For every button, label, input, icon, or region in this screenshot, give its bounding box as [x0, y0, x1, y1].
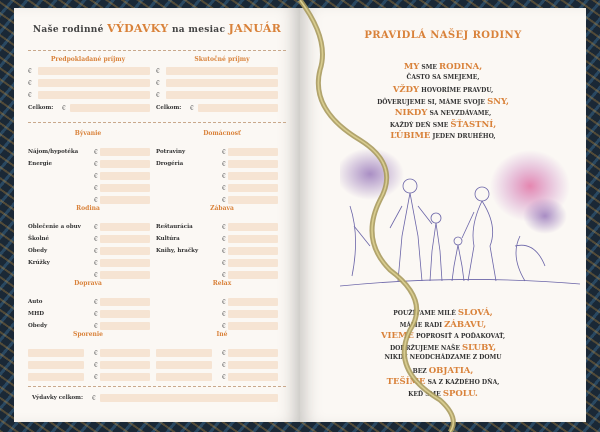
- other-field[interactable]: [228, 361, 278, 369]
- income-field[interactable]: [38, 91, 150, 99]
- watercolor-splash: [523, 198, 567, 234]
- expense-field[interactable]: [100, 259, 150, 267]
- divider: [28, 122, 286, 123]
- expense-field[interactable]: [228, 235, 278, 243]
- rules-title: PRAVIDLÁ NAŠEJ RODINY: [364, 30, 522, 41]
- expense-label: Obedy: [28, 323, 48, 329]
- other-field[interactable]: [228, 373, 278, 381]
- rule-highlight: MY: [403, 62, 420, 72]
- currency-symbol: €: [222, 299, 226, 306]
- currency-symbol: €: [94, 236, 98, 243]
- currency-symbol: €: [94, 323, 98, 330]
- rule-highlight: ŠŤASTNÍ,: [450, 119, 497, 130]
- rule-highlight: ZÁBAVU,: [444, 319, 487, 330]
- currency-symbol: €: [222, 173, 226, 180]
- expense-label: Krúžky: [28, 260, 50, 266]
- rule-text: SA NEVZDÁVAME,: [427, 110, 492, 117]
- expense-field[interactable]: [228, 196, 278, 204]
- currency-symbol: €: [62, 105, 66, 112]
- savings-field[interactable]: [100, 361, 150, 369]
- expense-label: Školné: [28, 236, 50, 242]
- currency-symbol: €: [222, 248, 226, 255]
- income-field[interactable]: [166, 79, 278, 87]
- expense-field[interactable]: [100, 310, 150, 318]
- expense-label: Oblečenie a obuv: [28, 224, 81, 230]
- currency-symbol: €: [222, 260, 226, 267]
- rule-highlight: OBJATIA,: [428, 365, 474, 376]
- other-name-field[interactable]: [156, 373, 212, 381]
- currency-symbol: €: [92, 395, 96, 402]
- rule-text: ČASTO SA SMEJEME,: [406, 73, 480, 81]
- divider: [28, 386, 286, 387]
- currency-symbol: €: [28, 92, 32, 99]
- rule-text: SME: [419, 64, 440, 71]
- rule-highlight: SPOLU.: [442, 388, 478, 399]
- rule-text: POUŽÍVAME MILÉ: [393, 310, 458, 317]
- actual-income-heading: Skutočné príjmy: [194, 56, 250, 63]
- currency-symbol: €: [94, 185, 98, 192]
- currency-symbol: €: [156, 68, 160, 75]
- currency-symbol: €: [94, 272, 98, 279]
- expense-field[interactable]: [100, 271, 150, 279]
- currency-symbol: €: [190, 105, 194, 112]
- section-transport: Doprava: [74, 280, 102, 287]
- rule-highlight: VIEME: [380, 331, 414, 341]
- section-savings: Sporenie: [73, 331, 103, 338]
- expense-label: Obedy: [28, 248, 48, 254]
- expense-field[interactable]: [228, 172, 278, 180]
- rule-text: BEZ: [412, 367, 429, 375]
- expense-field[interactable]: [228, 259, 278, 267]
- expense-label: Kultúra: [156, 236, 180, 242]
- currency-symbol: €: [222, 311, 226, 318]
- savings-field[interactable]: [100, 373, 150, 381]
- expense-field[interactable]: [228, 298, 278, 306]
- expense-field[interactable]: [100, 235, 150, 243]
- expense-label: Auto: [28, 299, 43, 305]
- currency-symbol: €: [222, 161, 226, 168]
- currency-symbol: €: [94, 161, 98, 168]
- expense-label: Energie: [28, 161, 53, 167]
- section-housing: Bývanie: [74, 130, 102, 137]
- currency-symbol: €: [222, 149, 226, 156]
- actual-total-field[interactable]: [198, 104, 278, 112]
- currency-symbol: €: [222, 236, 226, 243]
- income-field[interactable]: [166, 67, 278, 75]
- expense-label: Drogéria: [156, 161, 184, 167]
- expense-field[interactable]: [100, 184, 150, 192]
- currency-symbol: €: [222, 272, 226, 279]
- currency-symbol: €: [28, 80, 32, 87]
- section-family: Rodina: [76, 205, 100, 212]
- currency-symbol: €: [94, 173, 98, 180]
- currency-symbol: €: [222, 185, 226, 192]
- rule-highlight: ĽÚBIME: [390, 131, 431, 141]
- expense-field[interactable]: [100, 148, 150, 156]
- rule-text: SA Z KAŽDÉHO DŇA,: [425, 379, 500, 386]
- expense-label: Knihy, hračky: [156, 248, 199, 254]
- currency-symbol: €: [94, 149, 98, 156]
- currency-symbol: €: [94, 224, 98, 231]
- bookmark-ribbon: [290, 0, 490, 432]
- currency-symbol: €: [222, 224, 226, 231]
- rule-text: NIKDY NEODCHÁDZAME Z DOMU: [384, 354, 502, 361]
- rule-text: KEĎ SME: [408, 390, 443, 398]
- divider: [28, 50, 286, 51]
- rule-text: MÁME RADI: [399, 321, 445, 329]
- savings-name-field[interactable]: [28, 373, 84, 381]
- currency-symbol: €: [94, 350, 98, 357]
- currency-symbol: €: [94, 299, 98, 306]
- income-field[interactable]: [38, 79, 150, 87]
- income-field[interactable]: [166, 91, 278, 99]
- expense-field[interactable]: [228, 160, 278, 168]
- expense-field[interactable]: [100, 223, 150, 231]
- expense-field[interactable]: [100, 196, 150, 204]
- expense-field[interactable]: [100, 247, 150, 255]
- total-expenses-label: Výdavky celkom:: [32, 395, 84, 401]
- planned-total-field[interactable]: [70, 104, 150, 112]
- currency-symbol: €: [28, 68, 32, 75]
- rule-highlight: SĽUBY,: [462, 342, 497, 353]
- currency-symbol: €: [222, 323, 226, 330]
- section-household: Domácnosť: [203, 130, 241, 137]
- planned-total-label: Celkom:: [28, 105, 54, 111]
- expense-label: MHD: [28, 311, 45, 317]
- expense-field[interactable]: [228, 322, 278, 330]
- rule-text: JEDEN DRUHÉHO,: [430, 133, 496, 140]
- currency-symbol: €: [94, 248, 98, 255]
- rule-highlight: VŽDY: [392, 85, 420, 95]
- expense-field[interactable]: [228, 148, 278, 156]
- currency-symbol: €: [222, 374, 226, 381]
- other-field[interactable]: [228, 349, 278, 357]
- currency-symbol: €: [156, 92, 160, 99]
- currency-symbol: €: [156, 80, 160, 87]
- currency-symbol: €: [94, 260, 98, 267]
- rule-highlight: TEŠÍME: [386, 377, 426, 387]
- expense-field[interactable]: [228, 223, 278, 231]
- expense-field[interactable]: [228, 271, 278, 279]
- rule-highlight: RODINA,: [439, 62, 483, 72]
- savings-name-field[interactable]: [28, 361, 84, 369]
- left-page: [14, 8, 300, 422]
- income-field[interactable]: [38, 67, 150, 75]
- other-name-field[interactable]: [156, 349, 212, 357]
- other-name-field[interactable]: [156, 361, 212, 369]
- savings-name-field[interactable]: [28, 349, 84, 357]
- section-other: Iné: [216, 331, 228, 338]
- page-title: Naše rodinné VÝDAVKY na mesiac JANUÁR: [32, 22, 282, 35]
- currency-symbol: €: [94, 311, 98, 318]
- rule-text: DODRŽUJEME NAŠE: [389, 344, 463, 352]
- currency-symbol: €: [94, 374, 98, 381]
- currency-symbol: €: [222, 362, 226, 369]
- expense-label: Nájom/hypotéka: [28, 149, 79, 155]
- expense-field[interactable]: [100, 160, 150, 168]
- rule-text: DÔVERUJEME SI, MÁME SVOJE: [377, 98, 488, 106]
- rule-highlight: SNY,: [487, 96, 509, 107]
- actual-total-label: Celkom:: [156, 105, 182, 111]
- expense-field[interactable]: [228, 247, 278, 255]
- savings-field[interactable]: [100, 349, 150, 357]
- rule-highlight: SLOVÁ,: [457, 308, 493, 318]
- expense-field[interactable]: [228, 184, 278, 192]
- section-relax: Relax: [212, 280, 232, 287]
- expense-field[interactable]: [100, 172, 150, 180]
- expense-label: Reštaurácia: [156, 224, 193, 230]
- total-expenses-field[interactable]: [100, 394, 278, 402]
- currency-symbol: €: [222, 197, 226, 204]
- rule-highlight: NIKDY: [394, 108, 428, 118]
- expense-field[interactable]: [100, 322, 150, 330]
- expense-field[interactable]: [100, 298, 150, 306]
- currency-symbol: €: [222, 350, 226, 357]
- planned-income-heading: Predpokladané príjmy: [50, 56, 126, 63]
- rule-text: KAŽDÝ DEŇ SME: [389, 121, 451, 129]
- rule-text: POPROSIŤ A POĎAKOVAŤ,: [413, 333, 506, 340]
- expense-field[interactable]: [228, 310, 278, 318]
- currency-symbol: €: [94, 362, 98, 369]
- section-fun: Zábava: [210, 205, 234, 212]
- currency-symbol: €: [94, 197, 98, 204]
- expense-label: Potraviny: [156, 149, 186, 155]
- rule-text: HOVORÍME PRAVDU,: [419, 87, 494, 94]
